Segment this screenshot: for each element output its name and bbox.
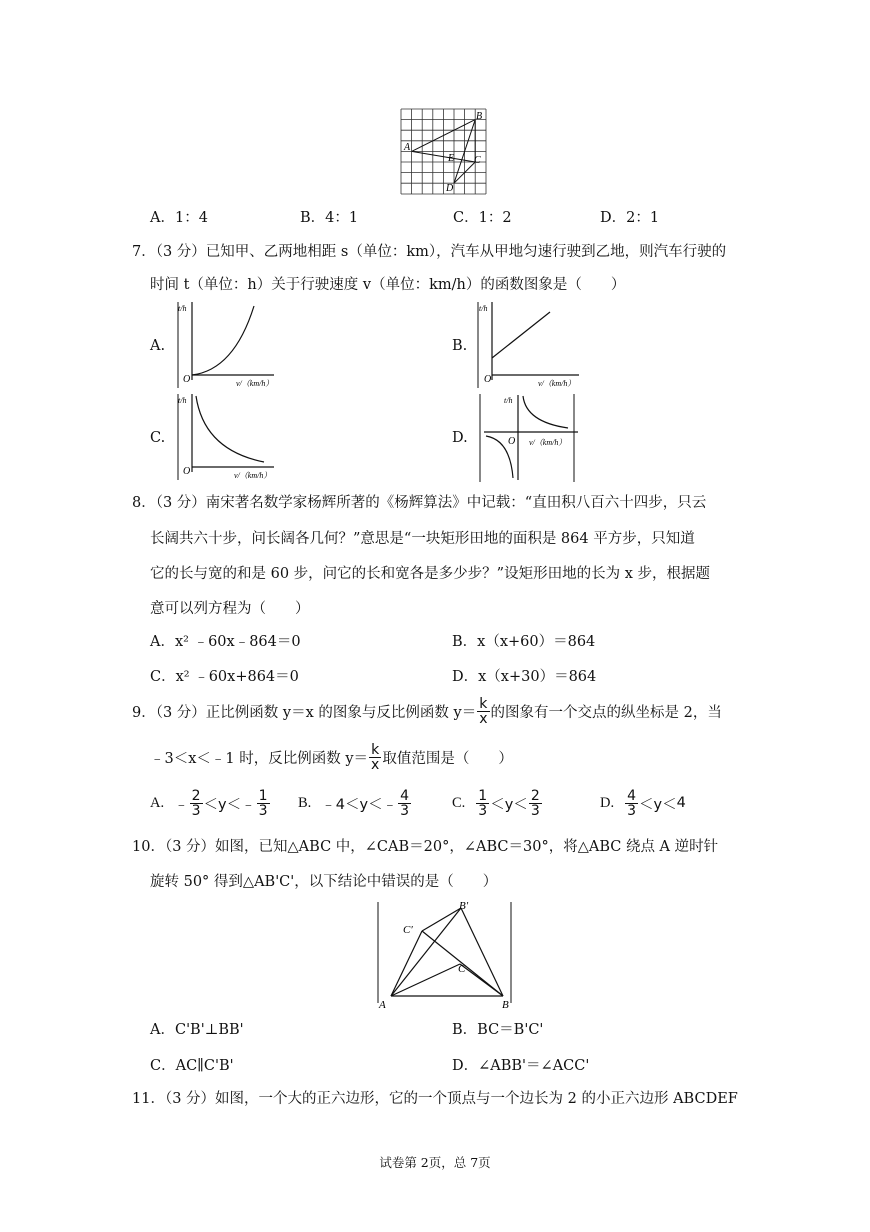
q9-line2-b: 取值范围是（ ） bbox=[382, 750, 513, 767]
q7a-t-axis: t/h bbox=[178, 304, 187, 313]
q10-text-line2: 旋转 50° 得到△AB'C'，以下结论中错误的是（ ） bbox=[150, 874, 498, 890]
q9b-frac bbox=[398, 789, 411, 818]
q9-frac2-numerator: k bbox=[369, 743, 381, 758]
q6-grid-figure bbox=[398, 106, 490, 198]
q7-option-a[interactable]: A. bbox=[150, 338, 166, 354]
q9-line1-b: 的图象有一个交点的纵坐标是 2，当 bbox=[490, 704, 722, 721]
q9a-frac2-n: 1 bbox=[258, 787, 268, 804]
q7-text-line1: 7．（3 分）已知甲、乙两地相距 s（单位：km），汽车从甲地匀速行驶到乙地，则汽车行驶的 bbox=[132, 244, 727, 260]
q10-label-b: B bbox=[502, 999, 509, 1010]
q10-label-b-prime: B′ bbox=[459, 900, 469, 912]
q9c-frac2-n: 2 bbox=[530, 787, 540, 804]
q7c-v-axis: v/（km/h） bbox=[234, 471, 272, 480]
q10-option-b[interactable]: B．BC＝B'C' bbox=[452, 1022, 544, 1038]
q9b-minus: ﹣ bbox=[382, 796, 398, 813]
q10-label-c: C bbox=[458, 963, 466, 975]
q9d-frac-d: 3 bbox=[627, 802, 637, 819]
q8-text-line3: 它的长与宽的和是 60 步，问它的长和宽各是多少步？”设矩形田地的长为 x 步，根据题 bbox=[150, 566, 710, 582]
q9c-label: C. bbox=[452, 794, 466, 811]
q9a-frac1-d: 3 bbox=[191, 802, 201, 819]
q8-text-line4: 意可以列方程为（ ） bbox=[150, 601, 310, 617]
q10-triangle-figure bbox=[375, 898, 515, 1010]
q9d-label: D. bbox=[600, 794, 615, 811]
q6-option-b[interactable]: B．4：1 bbox=[300, 210, 359, 226]
q6-label-c: C bbox=[474, 155, 481, 166]
q6-option-d[interactable]: D．2：1 bbox=[600, 210, 660, 226]
q7a-v-axis: v/（km/h） bbox=[236, 379, 274, 388]
q10-option-c[interactable]: C．AC∥C'B' bbox=[150, 1058, 234, 1074]
q9d-frac bbox=[625, 789, 638, 818]
q7d-t-axis: t/h bbox=[504, 396, 513, 405]
q10-label-a: A bbox=[379, 999, 386, 1010]
q8-text-line2: 长阔共六十步，问长阔各几何？”意思是“一块矩形田地的面积是 864 平方步，只知道 bbox=[150, 531, 695, 547]
q8-text-line1: 8．（3 分）南宋著名数学家杨辉所著的《杨辉算法》中记载：“直田积八百六十四步，只云 bbox=[132, 495, 707, 511]
q6-label-a: A bbox=[404, 142, 411, 153]
q6-label-b: B bbox=[476, 111, 483, 122]
q9a-label: A. bbox=[150, 794, 165, 811]
q6-label-e: E bbox=[448, 153, 455, 164]
q9-frac2-denominator: x bbox=[371, 756, 380, 773]
q6-option-c[interactable]: C．1：2 bbox=[453, 210, 512, 226]
q9b-frac-d: 3 bbox=[400, 802, 410, 819]
q7b-v-axis: v/（km/h） bbox=[538, 379, 576, 388]
q6-option-a[interactable]: A．1：4 bbox=[150, 210, 208, 226]
q7b-t-axis: t/h bbox=[479, 304, 488, 313]
q9-text-line1 bbox=[132, 692, 722, 730]
q9d-mid: ＜y＜ bbox=[639, 796, 677, 813]
q7a-origin: O bbox=[183, 374, 191, 385]
page-footer: 试卷第 2页，总 7页 bbox=[379, 1155, 491, 1170]
q9b-mid: ＜y＜ bbox=[345, 796, 383, 813]
q9c-mid: ＜y＜ bbox=[490, 796, 528, 813]
q11-text-line1: 11．（3 分）如图，一个大的正六边形，它的一个顶点与一个边长为 2 的小正六边形 ABCDEF bbox=[132, 1091, 738, 1107]
q9-option-a[interactable] bbox=[150, 784, 271, 822]
q7-option-c[interactable]: C. bbox=[150, 430, 166, 446]
q9b-frac-n: 4 bbox=[400, 787, 410, 804]
q9a-frac2-d: 3 bbox=[258, 802, 268, 819]
q7-text-line2: 时间 t（单位：h）关于行驶速度 v（单位：km/h）的函数图象是（ ） bbox=[150, 277, 626, 293]
q10-option-a[interactable]: A．C'B'⊥BB' bbox=[150, 1022, 244, 1038]
q7-graph-b bbox=[474, 300, 586, 390]
q7b-origin: O bbox=[484, 374, 492, 385]
q9-option-b[interactable] bbox=[298, 784, 412, 822]
q8-option-a[interactable]: A．x² ﹣60x﹣864＝0 bbox=[150, 634, 301, 650]
q9-frac-numerator: k bbox=[477, 697, 489, 712]
q8-option-d[interactable]: D．x（x+30）＝864 bbox=[452, 669, 597, 685]
q9-option-c[interactable] bbox=[452, 784, 543, 822]
q10-text-line1: 10．（3 分）如图，已知△ABC 中，∠CAB＝20°，∠ABC＝30°，将△ABC 绕点 A 逆时针 bbox=[132, 839, 719, 855]
q7d-origin: O bbox=[508, 436, 516, 447]
q7c-origin: O bbox=[183, 466, 191, 477]
q9b-label: B. bbox=[298, 794, 312, 811]
q7-graph-c bbox=[174, 392, 284, 482]
q9c-frac2-d: 3 bbox=[530, 802, 540, 819]
q10-option-d[interactable]: D．∠ABB'＝∠ACC' bbox=[452, 1058, 590, 1074]
q9-text-line2 bbox=[150, 738, 513, 776]
q9a-frac1-n: 2 bbox=[191, 787, 201, 804]
q10-label-c-prime: C′ bbox=[403, 924, 413, 936]
q8-option-b[interactable]: B．x（x+60）＝864 bbox=[452, 634, 596, 650]
q9-frac-denominator: x bbox=[479, 710, 488, 727]
q9a-minus1: ﹣ bbox=[174, 796, 189, 813]
q7-graph-a bbox=[174, 300, 284, 390]
q8-option-c[interactable]: C．x² ﹣60x+864＝0 bbox=[150, 669, 299, 685]
q7-option-d[interactable]: D. bbox=[452, 430, 468, 446]
q9a-minus2: ﹣ bbox=[241, 796, 256, 813]
q7c-t-axis: t/h bbox=[178, 396, 187, 405]
q9d-frac-n: 4 bbox=[627, 787, 637, 804]
q9-line2-a: ﹣3＜x＜﹣1 时，反比例函数 y＝ bbox=[150, 750, 369, 767]
q9c-frac1 bbox=[476, 789, 489, 818]
q9-option-d[interactable] bbox=[600, 784, 686, 822]
q9-frac2-k-over-x bbox=[369, 743, 381, 772]
q9-frac-k-over-x bbox=[477, 697, 489, 726]
q7-graph-d bbox=[474, 392, 586, 484]
q9c-frac1-d: 3 bbox=[478, 802, 488, 819]
q7-option-b[interactable]: B. bbox=[452, 338, 468, 354]
q9a-frac2 bbox=[257, 789, 270, 818]
q9c-frac2 bbox=[529, 789, 542, 818]
q7d-v-axis: v/（km/h） bbox=[529, 438, 567, 447]
q9a-mid: ＜y＜ bbox=[203, 796, 242, 813]
q9d-right: 4 bbox=[676, 795, 686, 811]
q6-label-d: D bbox=[446, 183, 454, 194]
q9b-left: ﹣4 bbox=[321, 796, 346, 813]
q9a-frac1 bbox=[190, 789, 203, 818]
q9c-frac1-n: 1 bbox=[478, 787, 488, 804]
q9-line1-a: 9．（3 分）正比例函数 y＝x 的图象与反比例函数 y＝ bbox=[132, 704, 477, 721]
q6-options bbox=[150, 206, 750, 226]
